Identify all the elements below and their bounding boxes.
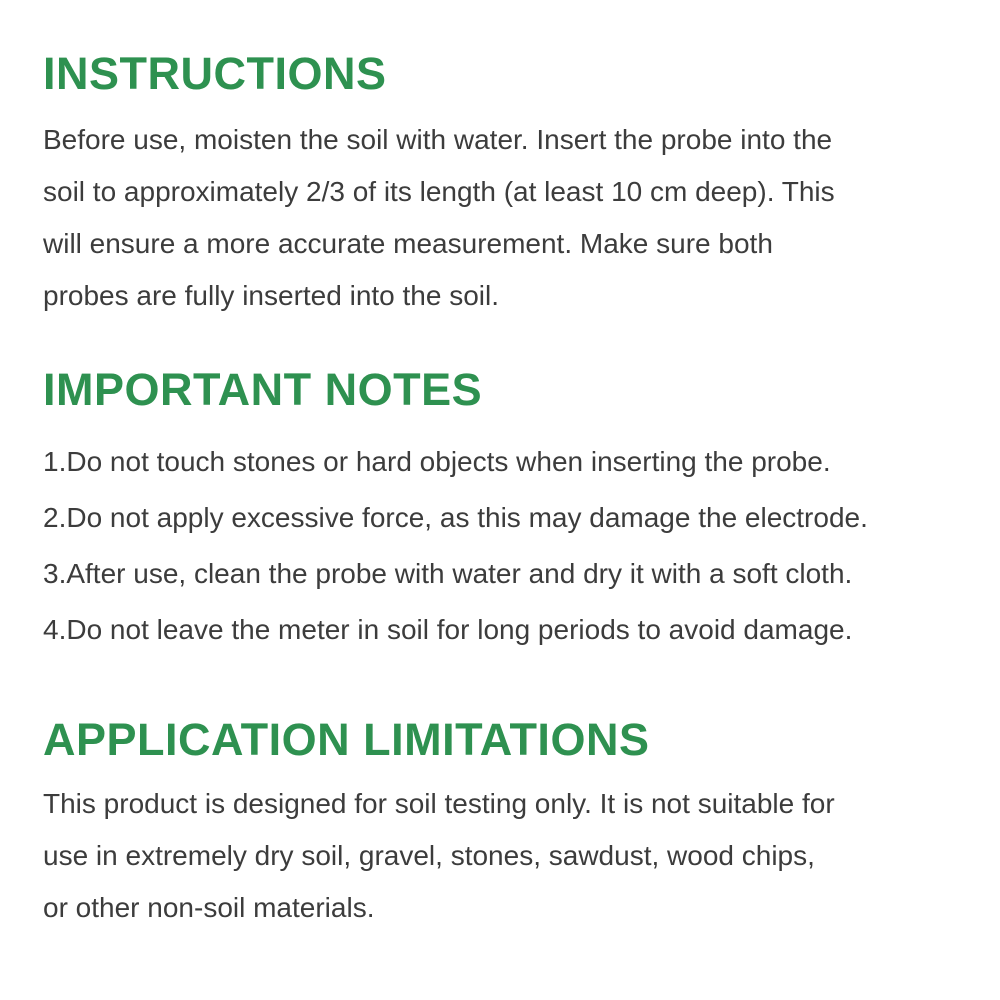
instructions-heading: INSTRUCTIONS bbox=[43, 48, 387, 99]
paragraph-line: This product is designed for soil testing only. It is not suitable for bbox=[43, 788, 835, 819]
paragraph-line: or other non-soil materials. bbox=[43, 892, 375, 923]
paragraph-line: Before use, moisten the soil with water. Insert the probe into the bbox=[43, 124, 833, 155]
section-instructions bbox=[43, 50, 960, 322]
paragraph-line: use in extremely dry soil, gravel, stones, sawdust, wood chips, bbox=[43, 840, 815, 871]
paragraph-line: will ensure a more accurate measurement. Make sure both bbox=[43, 228, 773, 259]
note-item: 2.Do not apply excessive force, as this may damage the electrode. bbox=[43, 502, 868, 533]
instructions-paragraph bbox=[43, 114, 960, 322]
important-notes-list bbox=[43, 434, 960, 658]
application-limitations-paragraph bbox=[43, 778, 960, 934]
paragraph-line: soil to approximately 2/3 of its length (at least 10 cm deep). This bbox=[43, 176, 835, 207]
section-important-notes bbox=[43, 366, 960, 658]
important-notes-heading: IMPORTANT NOTES bbox=[43, 364, 483, 415]
section-application-limitations bbox=[43, 716, 960, 934]
paragraph-line: probes are fully inserted into the soil. bbox=[43, 280, 500, 311]
note-item: 1.Do not touch stones or hard objects when inserting the probe. bbox=[43, 446, 831, 477]
note-item: 4.Do not leave the meter in soil for long periods to avoid damage. bbox=[43, 614, 853, 645]
application-limitations-heading: APPLICATION LIMITATIONS bbox=[43, 714, 650, 765]
note-item: 3.After use, clean the probe with water and dry it with a soft cloth. bbox=[43, 558, 853, 589]
